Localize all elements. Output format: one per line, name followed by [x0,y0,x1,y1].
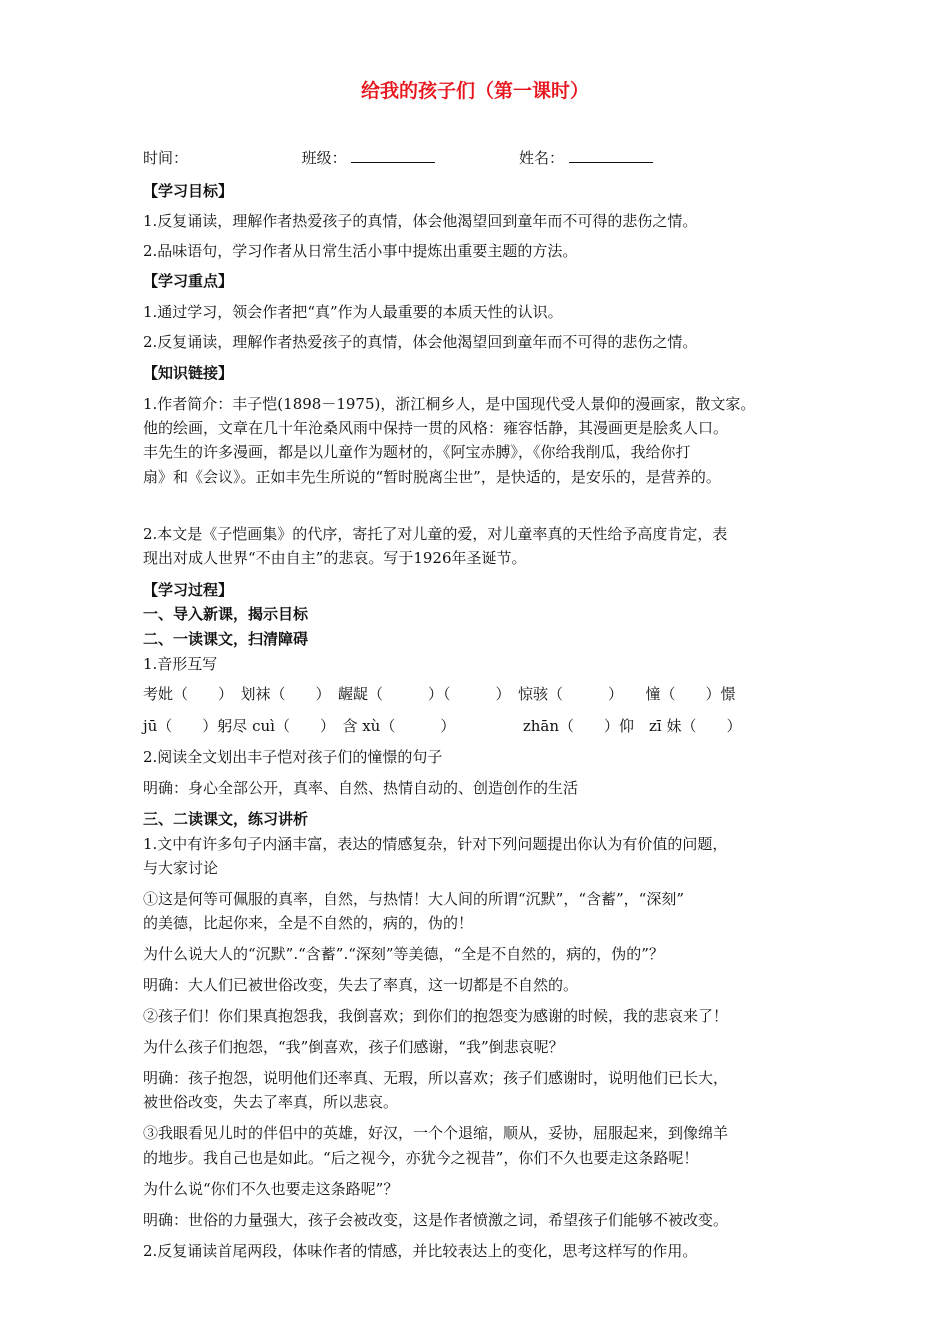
text-line: 扇》和《会议》。正如丰先生所说的“暂时脱离尘世”，是快适的，是安乐的，是营养的。 [143,468,721,486]
text-line: 考妣（ ） 划袜（ ） 龌龊（ ）（ ） 惊骇（ ） 憧（ ）憬 [143,685,736,703]
text-line: ②孩子们！你们果真抱怨我，我倒喜欢；到你们的抱怨变为感谢的时候，我的悲哀来了！ [143,1007,729,1025]
text-line: 三、二读课文，练习讲析 [143,810,309,828]
text-line: 二、一读课文，扫清障碍 [143,630,309,648]
text-line: 为什么孩子们抱怨，“我”倒喜欢，孩子们感谢，“我”倒悲哀呢？ [143,1038,564,1056]
text-line: ①这是何等可佩服的真率，自然，与热情！大人间的所谓“沉默”，“含蓄”，“深刻” [143,890,685,908]
text-line: 2.阅读全文划出丰子恺对孩子们的憧憬的句子 [143,748,443,766]
class-label: 班级： [301,149,347,167]
page-title: 给我的孩子们（第一课时） [360,80,589,102]
text-line: 1.音形互写 [143,655,218,673]
text-line: ③我眼看见儿时的伴侣中的英雄，好汉，一个个退缩，顺从，妥协，屈服起来，到像绵羊 [143,1124,729,1142]
info-row [143,148,653,168]
text-line: 2.反复诵读，理解作者热爱孩子的真情，体会他渴望回到童年而不可得的悲伤之情。 [143,333,698,351]
text-line: 的美德，比起你来，全是不自然的，病的，伪的！ [143,914,474,932]
text-line: 1.通过学习，领会作者把“真”作为人最重要的本质天性的认识。 [143,303,563,321]
text-line: 一、导入新课，揭示目标 [143,605,309,623]
text-line: 丰先生的许多漫画，都是以儿童作为题材的，《阿宝赤膊》，《你给我削瓜，我给你打 [143,443,691,461]
text-line: 现出对成人世界“不由自主”的悲哀。写于1926年圣诞节。 [143,549,527,567]
text-line: 他的绘画，文章在几十年沧桑风雨中保持一贯的风格：雍容恬静，其漫画更是脍炙人口。 [143,419,729,437]
text-line: 2.反复诵读首尾两段，体味作者的情感，并比较表达上的变化，思考这样写的作用。 [143,1242,698,1260]
text-line: 【学习重点】 [143,272,234,290]
text-line: 1.作者简介：丰子恺(1898－1975)，浙江桐乡人，是中国现代受人景仰的漫画家，散文家。 [143,395,756,413]
text-line: 2.本文是《子恺画集》的代序，寄托了对儿童的爱，对儿童率真的天性给予高度肯定，表 [143,525,728,543]
text-line: 2.品味语句，学习作者从日常生活小事中提炼出重要主题的方法。 [143,242,578,260]
time-label: 时间： [143,149,189,167]
name-blank[interactable] [569,148,653,163]
text-line: 明确：身心全部公开，真率、自然、热情自动的、创造创作的生活 [143,779,579,797]
text-line: 【学习过程】 [143,581,234,599]
name-label: 姓名： [518,149,564,167]
text-line: 明确：孩子抱怨，说明他们还率真、无瑕，所以喜欢；孩子们感谢时，说明他们已长大， [143,1069,729,1087]
text-line: 为什么说大人的“沉默”.“含蓄”.“深刻”等美德，“全是不自然的，病的，伪的”？ [143,945,664,963]
text-line: 明确：大人们已被世俗改变，失去了率真，这一切都是不自然的。 [143,976,579,994]
text-line: 与大家讨论 [143,859,219,877]
text-line: 明确：世俗的力量强大，孩子会被改变，这是作者愤激之词，希望孩子们能够不被改变。 [143,1211,729,1229]
class-blank[interactable] [351,148,435,163]
text-line: 【学习目标】 [143,182,234,200]
text-line: 为什么说“你们不久也要走这条路呢”？ [143,1180,399,1198]
text-line: 的地步。我自己也是如此。“后之视今，亦犹今之视昔”，你们不久也要走这条路呢！ [143,1149,699,1167]
text-line: jū（ ）躬尽 cuì（ ） 含 xù（ ） zhān（ ）仰 zī 妹（ ） [143,717,742,735]
text-line: 【知识链接】 [143,364,234,382]
text-line: 1.文中有许多句子内涵丰富，表达的情感复杂，针对下列问题提出你认为有价值的问题， [143,835,728,853]
text-line: 被世俗改变，失去了率真，所以悲哀。 [143,1093,399,1111]
text-line: 1.反复诵读，理解作者热爱孩子的真情，体会他渴望回到童年而不可得的悲伤之情。 [143,212,698,230]
